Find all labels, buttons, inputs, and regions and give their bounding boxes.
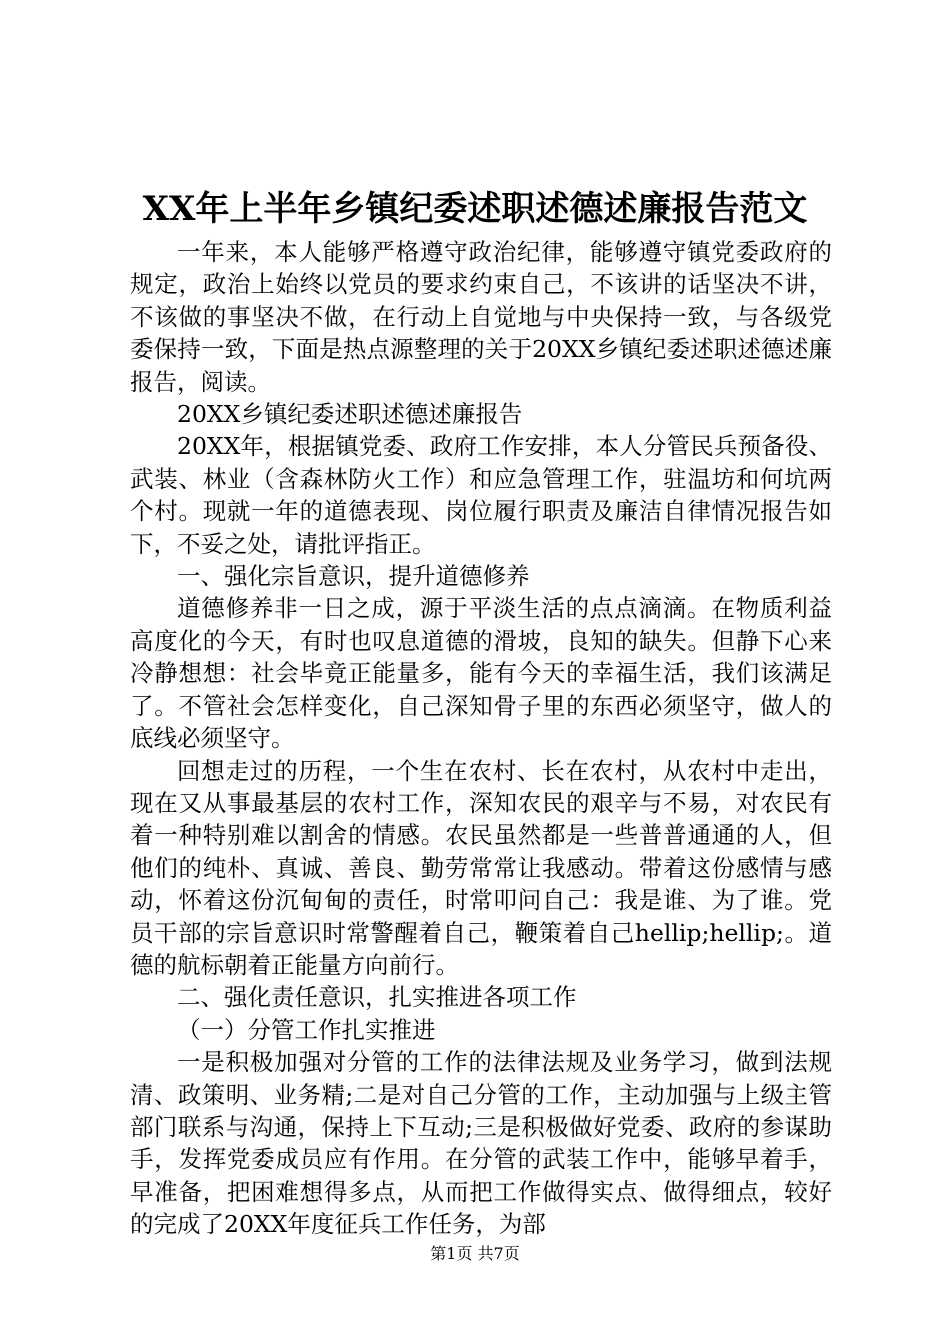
section-heading-1: 一、强化宗旨意识，提升道德修养 <box>177 562 530 591</box>
document-body <box>130 236 832 1241</box>
subsection-heading-1: （一）分管工作扎实推进 <box>177 1015 436 1044</box>
page-footer: 第1页 共7页 <box>430 1244 520 1263</box>
section-heading-2: 二、强化责任意识，扎实推进各项工作 <box>177 983 577 1012</box>
work-progress-paragraph: 一是积极加强对分管的工作的法律法规及业务学习，做到法规清、政策明、业务精;二是对自己分管的工作，主动加强与上级主管部门联系与沟通，保持上下互动;三是积极做好党委、政府的参谋助手，发挥党委成员应有作用。在分管的武装工作中，能够早着手，早准备，把困难想得多点，从而把工作做得实点、做得细点，较好的完成了20XX年度征兵工作任务，为部 <box>130 1048 832 1239</box>
report-opening-paragraph: 20XX年，根据镇党委、政府工作安排，本人分管民兵预备役、武装、林业（含森林防火工作）和应急管理工作，驻温坊和何坑两个村。现就一年的道德表现、岗位履行职责及廉洁自律情况报告如下，不妥之处，请批评指正。 <box>130 432 832 558</box>
report-title-line: 20XX乡镇纪委述职述德述廉报告 <box>177 400 523 429</box>
morality-paragraph: 道德修养非一日之成，源于平淡生活的点点滴滴。在物质利益高度化的今天，有时也叹息道德的滑坡，良知的缺失。但静下心来冷静想想：社会毕竟正能量多，能有今天的幸福生活，我们该满足了。不管社会怎样变化，自己深知骨子里的东西必须坚守，做人的底线必须坚守。 <box>130 594 832 753</box>
intro-paragraph: 一年来，本人能够严格遵守政治纪律，能够遵守镇党委政府的规定，政治上始终以党员的要求约束自己，不该讲的话坚决不讲，不该做的事坚决不做，在行动上自觉地与中央保持一致，与各级党委保持一致，下面是热点源整理的关于20XX乡镇纪委述职述德述廉报告，阅读。 <box>130 238 832 396</box>
document-title: XX年上半年乡镇纪委述职述德述廉报告范文 <box>142 189 808 229</box>
reflection-paragraph: 回想走过的历程，一个生在农村、长在农村，从农村中走出，现在又从事最基层的农村工作，深知农民的艰辛与不易，对农民有着一种特别难以割舍的情感。农民虽然都是一些普普通通的人，但他们的纯朴、真诚、善良、勤劳常常让我感动。带着这份感情与感动，怀着这份沉甸甸的责任，时常叩问自己：我是谁、为了谁。党员干部的宗旨意识时常警醒着自己，鞭策着自己hellip;hellip;。道德的航标朝着正能量方向前行。 <box>130 756 832 979</box>
